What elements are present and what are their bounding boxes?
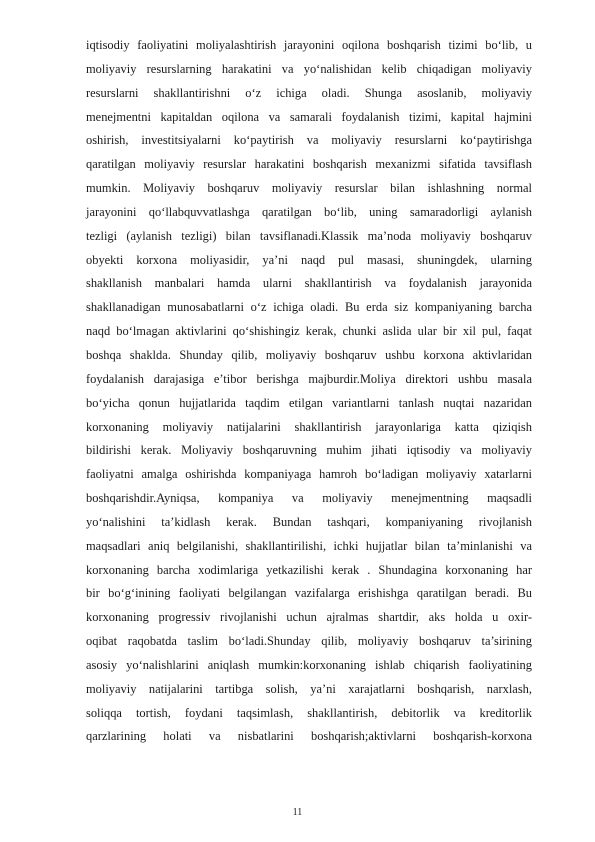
text-line: bo‘yicha qonun hujjatlarida taqdim etilgan variantlarni tanlash nuqtai nazaridan	[86, 395, 532, 410]
text-line: soliqqa tortish, foydani taqsimlash, shakllantirish, debitorlik va kreditorlik	[86, 705, 532, 720]
text-line: resurslarni shakllantirishni o‘z ichiga oladi. Shunga asoslanib, moliyaviy	[86, 85, 532, 100]
page-number: 11	[292, 807, 303, 818]
text-line: oqibat raqobatda taslim bo‘ladi.Shunday qilib, moliyaviy boshqaruv ta’sirining	[86, 634, 532, 649]
text-line: foydalanish darajasiga e’tibor berishga majburdir.Moliya direktori ushbu masala	[86, 371, 532, 386]
text-line: boshqarishdir.Ayniqsa, kompaniya va moliyaviy menejmentning maqsadli	[86, 491, 532, 506]
text-line: tezligi (aylanish tezligi) bilan tavsiflanadi.Klassik ma’noda moliyaviy boshqaruv	[86, 228, 532, 243]
text-line: obyekti korxona moliyasidir, ya’ni naqd pul masasi, shuningdek, ularning	[86, 252, 532, 267]
text-line: menejmentni kapitaldan oqilona va samarali foydalanish tizimi, kapital hajmini	[86, 109, 532, 124]
text-line: asosiy yo‘nalishlarini aniqlash mumkin:korxonaning ishlab chiqarish faoliyatining	[86, 657, 532, 672]
text-line: shakllanish manbalari hamda ularni shakllantirish va foydalanish jarayonida	[86, 276, 532, 291]
text-line: iqtisodiy faoliyatini moliyalashtirish jarayonini oqilona boshqarish tizimi bo‘lib, u	[86, 38, 532, 52]
text-line: moliyaviy resurslarning harakatini va yo‘nalishidan kelib chiqadigan moliyaviy	[86, 61, 532, 76]
text-line: qaratilgan moliyaviy resurslar harakatini boshqarish mexanizmi sifatida tavsiflash	[86, 157, 532, 172]
text-line: yo‘nalishini ta’kidlash kerak. Bundan tashqari, kompaniyaning rivojlanish	[86, 514, 532, 529]
text-line: korxonaning moliyaviy natijalarini shakllantirish jarayonlariga katta qiziqish	[86, 419, 532, 434]
text-line: shakllanadigan munosabatlarni o‘z ichiga oladi. Bu erda siz kompaniyaning barcha	[86, 300, 532, 315]
text-line: korxonaning progressiv rivojlanishi uchun ajralmas shartdir, aks holda u oxir-	[86, 610, 532, 625]
text-line: qarzlarining holati va nisbatlarini boshqarish;aktivlarni boshqarish-korxona	[86, 729, 532, 744]
text-line: moliyaviy natijalarini tartibga solish, ya’ni xarajatlarni boshqarish, narxlash,	[86, 681, 532, 696]
text-line: bir bo‘g‘inining faoliyati belgilangan vazifalarga erishishga qaratilgan beradi. Bu	[86, 586, 532, 601]
text-line: korxonaning barcha xodimlariga yetkazilishi kerak . Shundagina korxonaning har	[86, 562, 532, 577]
body-text	[86, 34, 532, 749]
text-line: mumkin. Moliyaviy boshqaruv moliyaviy resurslar bilan ishlashning normal	[86, 181, 532, 196]
text-line: boshqa shaklda. Shunday qilib, moliyaviy boshqaruv ushbu korxona aktivlaridan	[86, 347, 532, 362]
text-line: oshirish, investitsiyalarni ko‘paytirish va moliyaviy resurslarni ko‘paytirishga	[86, 133, 532, 148]
text-line: maqsadlari aniq belgilanishi, shakllantirilishi, ichki hujjatlar bilan ta’minlanishi va	[86, 538, 532, 553]
text-line: bildirishi kerak. Moliyaviy boshqaruvning muhim jihati iqtisodiy va moliyaviy	[86, 443, 532, 458]
text-line: naqd bo‘lmagan aktivlarini qo‘shishingiz kerak, chunki aslida ular bir xil pul, faqat	[86, 324, 532, 339]
text-line: jarayonini qo‘llabquvvatlashga qaratilgan bo‘lib, uning samaradorligi aylanish	[86, 204, 532, 219]
text-line: faoliyatni amalga oshirishda kompaniyaga hamroh bo‘ladigan moliyaviy xatarlarni	[86, 467, 532, 482]
